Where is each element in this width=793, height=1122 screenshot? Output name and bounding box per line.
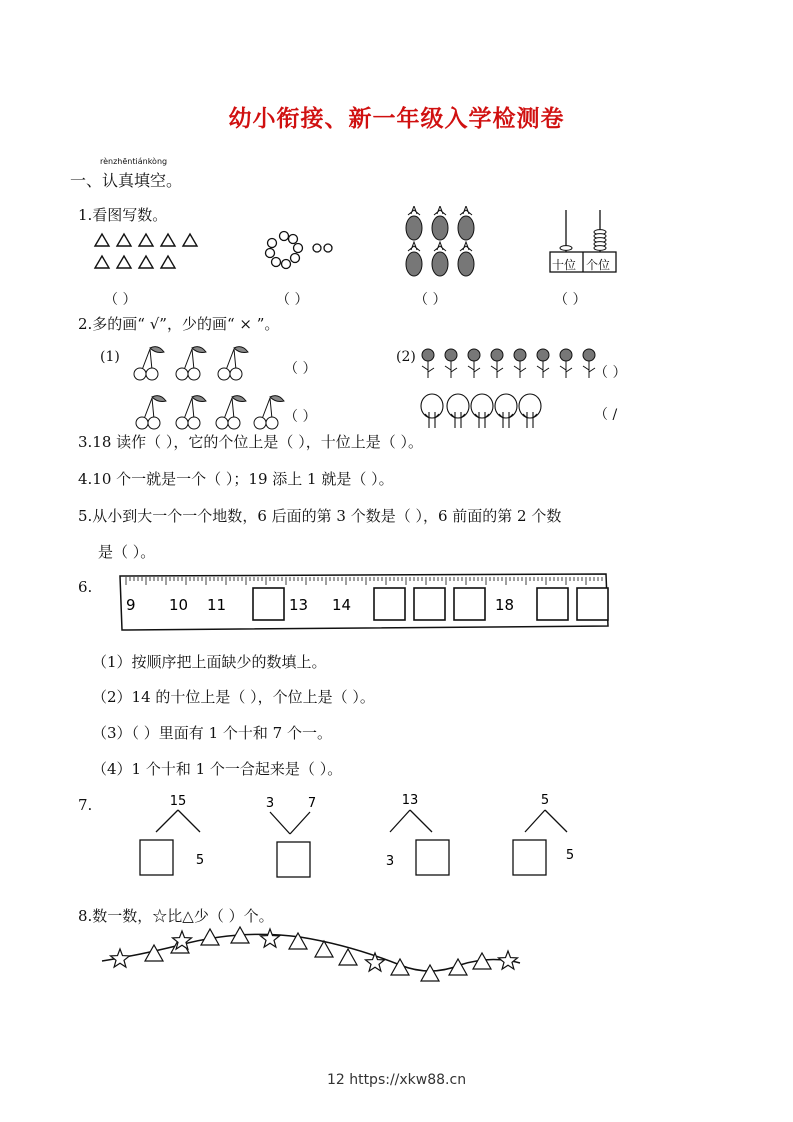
ruler	[116, 570, 612, 634]
q1-text: 1.看图写数。	[78, 206, 168, 224]
ruler-blank-box[interactable]	[537, 588, 568, 620]
stars-triangles-string	[100, 925, 524, 985]
answer-blank[interactable]: （ ）	[414, 292, 447, 308]
answer-blank[interactable]: （ ）	[284, 409, 317, 425]
q5-text-line2: 是（ ）。	[98, 543, 156, 561]
ruler-blank-box[interactable]	[414, 588, 445, 620]
answer-blank[interactable]: （ ）	[554, 292, 587, 308]
answer-blank[interactable]: （ ）	[594, 365, 627, 381]
star-icon	[366, 953, 385, 971]
abacus-ones-label: 个位	[586, 258, 611, 272]
number-bond-trees	[120, 788, 600, 882]
ruler-number: 10	[169, 596, 189, 614]
tree4-right: 5	[565, 848, 575, 863]
answer-blank[interactable]: （ ）	[276, 292, 309, 308]
tree3-left: 3	[385, 854, 395, 869]
tree2-top-right: 7	[307, 796, 317, 811]
star-icon	[111, 949, 130, 967]
ruler-blank-box[interactable]	[454, 588, 485, 620]
q2-text: 2.多的画“ √”，少的画“ × ”。	[78, 315, 280, 333]
ruler-number: 9	[126, 596, 136, 614]
answer-blank[interactable]: （ ）	[104, 292, 137, 308]
cherries-row-1	[132, 346, 262, 382]
page-footer: 12 https://xkw88.cn	[326, 1072, 467, 1088]
q6-sub-1: （1）按顺序把上面缺少的数填上。	[92, 653, 327, 671]
q2-part2-label: (2)	[396, 349, 416, 365]
circles-group	[262, 230, 342, 274]
cherries-row-2	[134, 395, 294, 431]
section-heading: 一、认真填空。	[70, 171, 183, 190]
pinyin-annotation: rènzhēntiánkòng	[100, 157, 168, 166]
ruler-number: 13	[289, 596, 309, 614]
triangles-group	[90, 230, 210, 272]
q5-text-line1: 5.从小到大一个一个地数，6 后面的第 3 个数是（ ），6 前面的第 2 个数	[78, 507, 562, 525]
ruler-number: 18	[495, 596, 515, 614]
q3-text: 3.18 读作（ ），它的个位上是（ ），十位上是（ ）。	[78, 433, 423, 451]
q6-sub-4: （4）1 个十和 1 个一合起来是（ ）。	[92, 760, 343, 778]
abacus-tens-label: 十位	[552, 258, 577, 272]
answer-blank[interactable]: （ /	[594, 407, 618, 423]
ruler-number: 14	[332, 596, 352, 614]
tree3-top: 13	[401, 793, 419, 808]
q2-part1-label: (1)	[100, 349, 120, 365]
trees-row	[418, 392, 548, 432]
tree1-top: 15	[169, 794, 187, 809]
ruler-blank-box[interactable]	[253, 588, 284, 620]
q6-number: 6.	[78, 578, 93, 596]
q8-text: 8.数一数，☆比△少（ ）个。	[78, 907, 274, 925]
triangle-icon	[339, 949, 357, 965]
star-icon	[499, 951, 518, 969]
answer-blank[interactable]: （ ）	[284, 361, 317, 377]
ruler-blank-box[interactable]	[374, 588, 405, 620]
tree4-top: 5	[540, 793, 550, 808]
flowers-row	[416, 346, 602, 380]
q6-sub-2: （2）14 的十位上是（ ），个位上是（ ）。	[92, 688, 375, 706]
triangle-icon	[421, 965, 439, 981]
ruler-number: 11	[207, 596, 227, 614]
q6-sub-3: （3）（ ）里面有 1 个十和 7 个一。	[92, 724, 332, 742]
star-icon	[261, 929, 280, 947]
tree1-right: 5	[195, 853, 205, 868]
q4-text: 4.10 个一就是一个（ ）；19 添上 1 就是（ ）。	[78, 470, 394, 488]
q7-number: 7.	[78, 796, 93, 814]
pineapple-icon	[400, 206, 484, 280]
page-title: 幼小衔接、新一年级入学检测卷	[228, 106, 565, 132]
ruler-blank-box[interactable]	[577, 588, 608, 620]
triangle-icon	[449, 959, 467, 975]
tree2-top-left: 3	[265, 796, 275, 811]
